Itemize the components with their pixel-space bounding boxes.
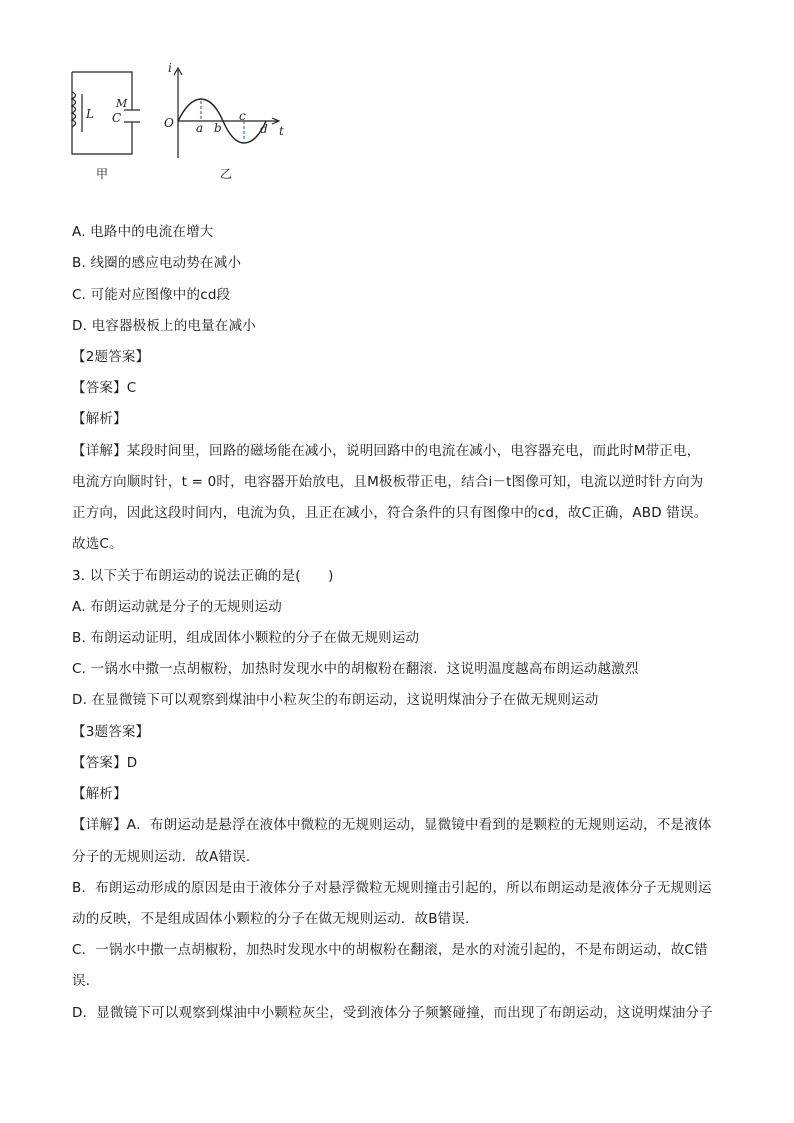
- q2-option-d: D. 电容器极板上的电量在减小: [72, 318, 256, 334]
- q2-analysis-title: 【解析】: [72, 411, 127, 427]
- q3-answer-title: 【3题答案】: [72, 724, 150, 740]
- q3-answer: 【答案】D: [72, 755, 138, 771]
- q3-detail-line: 动的反映，不是组成固体小颗粒的分子在做无规则运动．故B错误．: [72, 911, 479, 927]
- q2-answer: 【答案】C: [72, 380, 137, 396]
- q2-option-c: C. 可能对应图像中的cd段: [72, 287, 231, 303]
- q3-option-c: C. 一锅水中撒一点胡椒粉，加热时发现水中的胡椒粉在翻滚．这说明温度越高布朗运动越激烈: [72, 661, 639, 677]
- plate-m-label: M: [116, 97, 128, 110]
- circuit-wire-bottom: [72, 72, 132, 154]
- q2-detail-line: 故选C。: [72, 536, 123, 552]
- q2-detail-line: 正方向，因此这段时间内，电流为负，且正在减小，符合条件的只有图像中的cd，故C正确，ABD 错误。: [72, 505, 708, 521]
- q3-detail-line: 【详解】A．布朗运动是悬浮在液体中微粒的无规则运动，显微镜中看到的是颗粒的无规则运动，不是液体: [72, 817, 712, 833]
- inductor-label: L: [86, 107, 94, 121]
- q2-detail-line: 电流方向顺时针，t = 0时，电容器开始放电，且M极板带正电，结合i－t图像可知，电流以逆时针方向为: [72, 474, 704, 490]
- point-c-label: c: [239, 109, 246, 123]
- q3-option-d: D. 在显微镜下可以观察到煤油中小粒灰尘的布朗运动，这说明煤油分子在做无规则运动: [72, 692, 599, 708]
- point-b-label: b: [214, 121, 222, 135]
- circuit-caption: 甲: [96, 167, 109, 181]
- q3-detail-line: C．一锅水中撒一点胡椒粉，加热时发现水中的胡椒粉在翻滚，是水的对流引起的，不是布朗运动，故C错: [72, 942, 708, 958]
- it-graph: [174, 68, 279, 158]
- physics-figure: [60, 58, 320, 188]
- q2-option-b: B. 线圈的感应电动势在减小: [72, 255, 242, 271]
- point-d-label: d: [260, 122, 268, 136]
- q2-detail-line: 【详解】某段时间里，回路的磁场能在减小，说明回路中的电流在减小，电容器充电，而此时M带正电，: [72, 443, 701, 459]
- figure-svg: [60, 58, 320, 188]
- lc-circuit: [72, 72, 140, 154]
- q3-analysis-title: 【解析】: [72, 786, 127, 802]
- q3-option-a: A. 布朗运动就是分子的无规则运动: [72, 599, 282, 615]
- q3-option-b: B. 布朗运动证明，组成固体小颗粒的分子在做无规则运动: [72, 630, 420, 646]
- graph-caption: 乙: [220, 167, 233, 181]
- q3-detail-line: 分子的无规则运动．故A错误．: [72, 849, 260, 865]
- capacitor-label: C: [112, 111, 122, 125]
- x-axis-label: t: [279, 124, 284, 138]
- q3-stem: 3. 以下关于布朗运动的说法正确的是( ): [72, 568, 334, 584]
- q3-detail-line: 误．: [72, 973, 100, 989]
- q3-detail-line: D．显微镜下可以观察到煤油中小颗粒灰尘，受到液体分子频繁碰撞，而出现了布朗运动，这说明煤油分子: [72, 1005, 713, 1021]
- origin-label: O: [164, 116, 174, 130]
- y-axis-label: i: [168, 61, 172, 75]
- point-a-label: a: [196, 121, 204, 135]
- q3-detail-line: B．布朗运动形成的原因是由于液体分子对悬浮微粒无规则撞击引起的，所以布朗运动是液体分子无规则运: [72, 880, 712, 896]
- q2-answer-title: 【2题答案】: [72, 349, 150, 365]
- q2-option-a: A. 电路中的电流在增大: [72, 224, 214, 240]
